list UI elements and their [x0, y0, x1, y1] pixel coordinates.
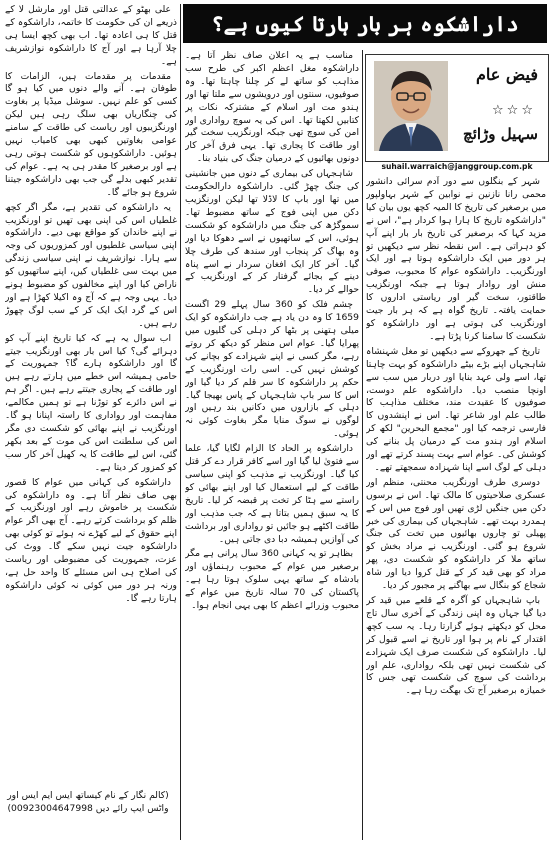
paragraph: باپ شاہجہاں کو آگرہ کے قلعے میں قید کر دیا گیا جہاں وہ اپنی زندگی کے آخری سال تاج محل کو دیکھتے ہوئے گزارتا رہا۔ یہ سب کچھ اقتدار کے نام پر ہوا اور تاریخ نے اسے قبول کر لیا۔ داراشکوہ کی شکست صرف ایک شہزادے کی شکست نہیں تھی بلکہ رواداری، علم اور برداشت کی سوچ کی شکست تھی جس کا خمیازہ برصغیر آج تک بھگت رہا ہے۔ [366, 595, 546, 697]
author-portrait-icon [374, 61, 448, 151]
column-middle [185, 50, 359, 840]
author-column-title: فیض عام [476, 65, 538, 84]
paragraph: شاہجہاں کی بیماری کے دنوں میں جانشینی کی جنگ چھڑ گئی۔ داراشکوہ دارالحکومت میں تھا اور باپ کا لاڈلا تھا لیکن اورنگزیب دکن میں اپنی فوج کے ساتھ مضبوط تھا۔ سموگڑھ کی جنگ میں داراشکوہ کو شکست ہوئی، اس کے ساتھیوں نے اسے دھوکا دیا اور وہ بھاگ کر پنجاب اور سندھ کی طرف چلا گیا۔ آخر کار ایک افغان سردار نے اسے پناہ دینے کے بجائے گرفتار کر کے اورنگزیب کے حوالے کر دیا۔ [185, 168, 359, 296]
paragraph: علی بھٹو کے عدالتی قتل اور مارشل لا کے ذریعے ان کی حکومت کا خاتمہ، داراشکوہ کے قتل کا ہی اعادہ تھا۔ اب بھی کچھ ایسا ہی چلا آرہا ہے اور آج کا داراشکوہ نوازشریف ہے۔ [5, 4, 177, 67]
rating-stars-icon: ☆☆☆ [492, 103, 536, 118]
author-name: سہیل وڑائچ [463, 125, 538, 143]
paragraph: مناسب ہے یہ اعلان صاف نظر آتا ہے۔ داراشکوہ مغل اعظم اکبر کی طرح سب مذاہب کو ساتھ لے کر چلنا چاہتا تھا۔ وہ صوفیوں، سنتوں اور درویشوں سے ملتا تھا اور ہندو مت اور اسلام کے مشترکہ نکات پر کتابیں لکھتا تھا۔ اس کی یہ سوچ رواداری اور امن کی سوچ تھی جبکہ اورنگزیب سخت گیر اور طاقت کا پجاری تھا۔ یہی فرق آخر کار دونوں بھائیوں کے درمیان جنگ کی بنیاد بنا۔ [185, 50, 359, 165]
paragraph: یہ داراشکوہ کی تقدیر ہے، مگر اگر کچھ غلطیاں اس کی اپنی بھی تھیں تو اورنگزیب نے اپنے خاندان کو مواقع بھی دیے۔ داراشکوہ اپنی سیاسی غلطیوں اور کمزوریوں کی وجہ سے ہارا۔ نوازشریف نے اپنی سیاسی زندگی میں بہت سی غلطیاں کیں، اپنے ساتھیوں کو ناراض کیا اور اپنے مخالفوں کو مضبوط ہونے دیا۔ یہی وجہ ہے کہ آج وہ اکیلا کھڑا ہے اور اس کے گرد ایک ایک کر کے سب لوگ چھوڑ رہے ہیں۔ [5, 201, 177, 329]
paragraph: تاریخ کے جھروکے سے دیکھیں تو مغل شہنشاہ شاہجہاں اپنے بڑے بیٹے داراشکوہ کو بہت چاہتا تھا، اسے ولی عہد بنایا اور دربار میں سب سے اونچا منصب دیا۔ داراشکوہ علم دوست، صوفیوں کا عقیدت مند، مختلف مذاہب کا طالب علم اور شاعر تھا۔ اس نے اپنشدوں کا فارسی ترجمہ کیا اور "مجمع البحرین" لکھ کر اسلام اور ہندو مت کے درمیان پل بنانے کی کوشش کی۔ عوام اسے بہت پسند کرتے تھے اور دہلی کے لوگ اسے اپنا شہزادہ سمجھتے تھے۔ [366, 345, 546, 473]
author-box [365, 54, 549, 162]
contact-note [6, 790, 170, 816]
headline-banner [183, 4, 547, 43]
author-email: suhail.warraich@janggroup.com.pk [381, 162, 533, 171]
paragraph: بظاہر تو یہ کہانی 360 سال پرانی ہے مگر برصغیر میں عوام کے محبوب رہنماؤں اور بادشاہ کے ساتھ یہی سلوک ہوتا رہا ہے۔ پاکستان کی 70 سالہ تاریخ میں عوام کے محبوب وزرائے اعظم کا بھی یہی انجام ہوا۔ [185, 548, 359, 612]
headline: داراشکوہ ہر بار ہارتا کیوں ہے؟ [211, 11, 519, 36]
paragraph: مقدمات پر مقدمات ہیں، الزامات کا طوفان ہے۔ آنے والے دنوں میں کیا ہو گا کسی کو علم نہیں۔ سوشل میڈیا پر بغاوت کی چنگاریاں بھی سلگ رہی ہیں لیکن اورنگزیبوں اور ریاست کی طاقت کے سامنے عوامی بغاوتیں کبھی بھی کامیاب نہیں ہوئیں۔ داراشکوہوں کو شکست ہوتی رہی ہے اور برصغیر کا مقدر ہی یہ ہے۔ عوام کی تقدیر کبھی بدلے گی جب بھی داراشکوہ جیتنا شروع ہو جائے گا۔ [5, 70, 177, 198]
paragraph: چشم فلک کو 360 سال پہلے 29 اگست 1659 کا وہ دن یاد ہے جب داراشکوہ کو ایک میلی ہتھنی پر بٹھا کر دہلی کی گلیوں میں پھرایا گیا۔ عوام اس منظر کو دیکھ کر روتے رہے، مگر کسی نے اپنے شہزادے کو بچانے کی کوشش نہیں کی۔ اسی رات اورنگزیب کے حکم پر داراشکوہ کا سر قلم کر دیا گیا اور اس کا سر باپ شاہجہاں کے پاس بھیجا گیا۔ دہلی کے بازاروں میں دکانیں بند رہیں اور لوگوں نے سوگ منایا مگر بغاوت کوئی نہ ہوئی۔ [185, 299, 359, 440]
column-divider [362, 50, 363, 840]
column-right [366, 176, 546, 840]
paragraph: اب سوال یہ ہے کہ کیا تاریخ اپنے آپ کو دہرائے گی؟ کیا اس بار بھی اورنگزیب جیتے گا اور داراشکوہ ہارے گا؟ جمہوریت کے حامی ہمیشہ اس خطے میں ہارتے رہے ہیں اور طاقت کے پجاری جیتتے رہے ہیں۔ اگر ہم نے اس دائرے کو توڑنا ہے تو ہمیں مکالمے، مفاہمت اور رواداری کا راستہ اپنانا ہو گا۔ اورنگزیب نے اپنے بھائی کو شکست دی مگر اس کی سلطنت اس کی موت کے بعد بکھر گئی، اس لیے طاقت کا یہ کھیل آخر کار سب کو کمزور کر دیتا ہے۔ [5, 332, 177, 473]
author-photo [374, 61, 448, 151]
contact-note-line: (کالم نگار کے نام کیساتھ ایس ایم ایس اور [7, 790, 169, 801]
paragraph: دوسری طرف اورنگزیب محنتی، منظم اور عسکری صلاحیتوں کا مالک تھا۔ اس نے برسوں دکن میں جنگیں لڑی تھیں اور فوج میں اس کے ہمدرد بہت تھے۔ شاہجہاں کی بیماری کی خبر پھیلی تو چاروں بھائیوں میں تخت کی جنگ شروع ہو گئی۔ اورنگزیب نے مراد بخش کو ساتھ ملا کر داراشکوہ کو شکست دی، پھر مراد کو بھی قید کر کے قتل کروا دیا اور شاہ شجاع کو بنگال سے بھاگنے پر مجبور کر دیا۔ [366, 476, 546, 592]
paragraph: داراشکوہ کی کہانی میں عوام کا قصور بھی صاف نظر آتا ہے۔ وہ داراشکوہ کی شکست پر خاموش رہے اور اورنگزیب کے ظلم کو برداشت کرتے رہے۔ آج بھی اگر عوام اپنے حقوق کے لیے کھڑے نہ ہوئے تو کوئی بھی داراشکوہ جیت نہیں سکے گا۔ ووٹ کی عزت، جمہوریت کی مضبوطی اور ریاست کی اصلاح ہی اس مسئلے کا واحد حل ہے، ورنہ ہر دور میں کوئی نہ کوئی داراشکوہ ہارتا رہے گا۔ [5, 476, 177, 604]
column-left [5, 4, 177, 786]
column-divider [180, 4, 181, 840]
contact-note-line: واٹس ایپ رائے دیں 00923004647998) [7, 802, 169, 814]
paragraph: داراشکوہ پر الحاد کا الزام لگایا گیا، علما سے فتویٰ لیا گیا اور اسے کافر قرار دے کر قتل کیا گیا۔ اورنگزیب نے مذہب کو اپنی سیاسی طاقت کے لیے استعمال کیا اور اپنے بھائی کو راستے سے ہٹا کر تخت پر قبضہ کر لیا۔ تاریخ کا یہ سبق ہمیں بتاتا ہے کہ جب مذہب اور طاقت اکٹھے ہو جائیں تو رواداری اور برداشت کی آوازیں ہمیشہ دبا دی جاتی ہیں۔ [185, 443, 359, 545]
paragraph: شہر کے بنگلوں سے دور آدم سرائی دانشور محمی رانا نازنین نے نوابین کے شہر بہاولپور میں برصغیر کی تاریخ کا المیہ کچھ یوں بیان کیا "داراشکوہ تاریخ کا ہارا ہوا کردار ہے"، اس نے مزید کہا کہ برصغیر کی تاریخ بار بار اپنے آپ کو دہراتی ہے۔ اس نقطہ نظر سے دیکھیں تو ہر دور میں ایک داراشکوہ ہوتا ہے اور ایک اورنگزیب۔ داراشکوہ عوام کا محبوب، صوفی منش اور روادار ہوتا ہے جبکہ اورنگزیب طاقتور، سخت گیر اور ریاستی اداروں کا حمایت یافتہ۔ تاریخ گواہ ہے کہ ہر بار جیت اورنگزیب کی ہوتی ہے اور داراشکوہ کو شکست کا سامنا کرنا پڑتا ہے۔ [366, 176, 546, 342]
